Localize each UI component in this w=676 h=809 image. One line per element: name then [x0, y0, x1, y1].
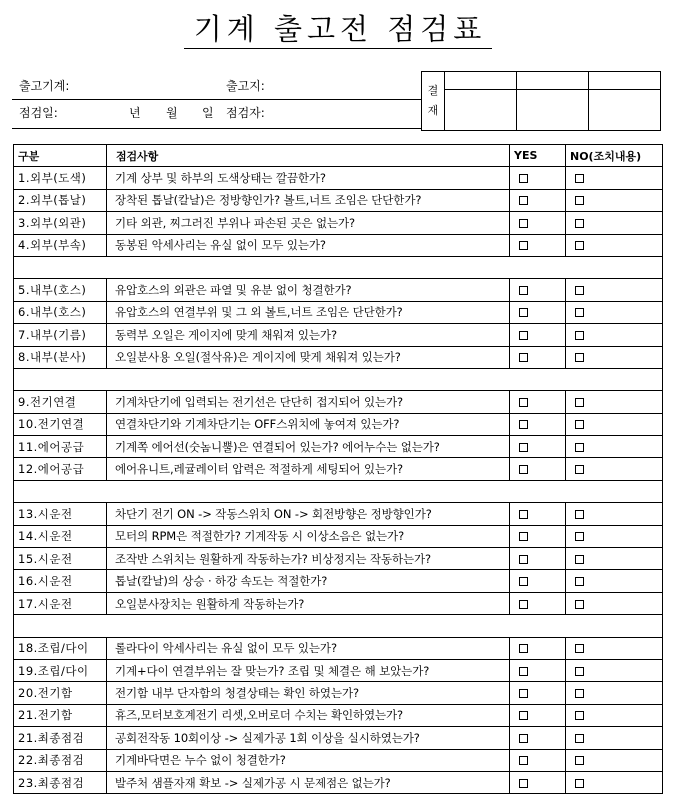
- yes-checkbox[interactable]: [519, 241, 528, 250]
- month-label: 월: [166, 106, 178, 120]
- no-checkbox[interactable]: [575, 667, 584, 676]
- spacer-cell: [14, 368, 107, 390]
- checklist-body: [14, 145, 663, 794]
- col-header-item: 점검사항: [107, 145, 510, 167]
- no-checkbox-cell: [566, 682, 663, 704]
- table-row: [14, 189, 663, 211]
- spacer-cell: [14, 480, 107, 502]
- row-category: 9.전기연결: [14, 391, 107, 413]
- yes-checkbox[interactable]: [519, 286, 528, 295]
- table-row: [14, 548, 663, 570]
- row-category: 15.시운전: [14, 548, 107, 570]
- group-spacer-row: [14, 480, 663, 502]
- col-header-yes: YES: [510, 145, 566, 167]
- row-category: 4.외부(부속): [14, 234, 107, 256]
- no-checkbox-cell: [566, 637, 663, 659]
- yes-checkbox-cell: [510, 301, 566, 323]
- yes-checkbox-cell: [510, 458, 566, 480]
- group-spacer-row: [14, 615, 663, 637]
- yes-checkbox-cell: [510, 167, 566, 189]
- no-checkbox[interactable]: [575, 779, 584, 788]
- row-category: 5.내부(호스): [14, 279, 107, 301]
- yes-checkbox[interactable]: [519, 734, 528, 743]
- yes-checkbox[interactable]: [519, 398, 528, 407]
- no-checkbox[interactable]: [575, 286, 584, 295]
- yes-checkbox-cell: [510, 749, 566, 771]
- table-row: [14, 324, 663, 346]
- row-category: 8.내부(분사): [14, 346, 107, 368]
- table-row: [14, 704, 663, 726]
- row-category: 12.에어공급: [14, 458, 107, 480]
- yes-checkbox[interactable]: [519, 353, 528, 362]
- header-divider: [12, 99, 421, 100]
- row-check-item: 오일분사장치는 원활하게 작동하는가?: [107, 592, 510, 614]
- row-category: 16.시운전: [14, 570, 107, 592]
- spacer-cell: [14, 615, 107, 637]
- yes-checkbox[interactable]: [519, 779, 528, 788]
- yes-checkbox[interactable]: [519, 308, 528, 317]
- row-category: 11.에어공급: [14, 436, 107, 458]
- no-checkbox[interactable]: [575, 577, 584, 586]
- row-category: 7.내부(기름): [14, 324, 107, 346]
- no-checkbox[interactable]: [575, 443, 584, 452]
- approval-cell-3[interactable]: [589, 72, 661, 90]
- no-checkbox-cell: [566, 324, 663, 346]
- no-checkbox[interactable]: [575, 711, 584, 720]
- header-bottom-line: [12, 128, 421, 129]
- no-checkbox[interactable]: [575, 600, 584, 609]
- yes-checkbox[interactable]: [519, 196, 528, 205]
- day-label: 일: [202, 106, 214, 120]
- year-label: 년: [129, 106, 141, 120]
- yes-checkbox-cell: [510, 324, 566, 346]
- spacer-cell: [107, 615, 510, 637]
- yes-checkbox-cell: [510, 503, 566, 525]
- row-category: 14.시운전: [14, 525, 107, 547]
- table-row: [14, 436, 663, 458]
- approval-cell-2[interactable]: [517, 72, 589, 90]
- no-checkbox-cell: [566, 771, 663, 793]
- row-check-item: 동봉된 악세사리는 유실 없이 모두 있는가?: [107, 234, 510, 256]
- yes-checkbox-cell: [510, 592, 566, 614]
- row-check-item: 전기함 내부 단자함의 청결상태는 확인 하였는가?: [107, 682, 510, 704]
- row-check-item: 에어유니트,레귤레이터 압력은 적절하게 세팅되어 있는가?: [107, 458, 510, 480]
- no-checkbox-cell: [566, 189, 663, 211]
- no-checkbox-cell: [566, 749, 663, 771]
- yes-checkbox-cell: [510, 771, 566, 793]
- row-category: 20.전기함: [14, 682, 107, 704]
- row-category: 23.최종점검: [14, 771, 107, 793]
- row-check-item: 오일분사용 오일(절삭유)은 게이지에 맞게 채워져 있는가?: [107, 346, 510, 368]
- table-row: [14, 458, 663, 480]
- row-category: 13.시운전: [14, 503, 107, 525]
- col-header-category: 구분: [14, 145, 107, 167]
- no-checkbox-cell: [566, 413, 663, 435]
- no-checkbox[interactable]: [575, 331, 584, 340]
- row-category: 10.전기연결: [14, 413, 107, 435]
- no-checkbox[interactable]: [575, 420, 584, 429]
- row-category: 17.시운전: [14, 592, 107, 614]
- spacer-cell: [566, 368, 663, 390]
- no-checkbox-cell: [566, 592, 663, 614]
- no-checkbox-cell: [566, 279, 663, 301]
- table-row: [14, 279, 663, 301]
- table-header-row: [14, 145, 663, 167]
- table-row: [14, 525, 663, 547]
- no-checkbox-cell: [566, 212, 663, 234]
- row-check-item: 장착된 톱날(칼날)은 정방향인가? 볼트,너트 조임은 단단한가?: [107, 189, 510, 211]
- yes-checkbox-cell: [510, 391, 566, 413]
- no-checkbox-cell: [566, 503, 663, 525]
- no-checkbox[interactable]: [575, 398, 584, 407]
- table-row: [14, 413, 663, 435]
- yes-checkbox[interactable]: [519, 711, 528, 720]
- no-checkbox-cell: [566, 301, 663, 323]
- no-checkbox-cell: [566, 436, 663, 458]
- no-checkbox-cell: [566, 234, 663, 256]
- yes-checkbox[interactable]: [519, 465, 528, 474]
- no-checkbox[interactable]: [575, 353, 584, 362]
- no-checkbox-cell: [566, 727, 663, 749]
- yes-checkbox-cell: [510, 682, 566, 704]
- row-category: 19.조립/다이: [14, 659, 107, 681]
- approval-box: [421, 71, 661, 131]
- no-checkbox[interactable]: [575, 241, 584, 250]
- no-checkbox[interactable]: [575, 532, 584, 541]
- row-check-item: 유압호스의 외관은 파열 및 유분 없이 청결한가?: [107, 279, 510, 301]
- no-checkbox[interactable]: [575, 689, 584, 698]
- row-category: 18.조립/다이: [14, 637, 107, 659]
- yes-checkbox-cell: [510, 413, 566, 435]
- group-spacer-row: [14, 256, 663, 278]
- no-checkbox[interactable]: [575, 308, 584, 317]
- row-check-item: 기계차단기에 입력되는 전기선은 단단히 접지되어 있는가?: [107, 391, 510, 413]
- inspector-label: 점검자:: [226, 106, 265, 120]
- row-check-item: 차단기 전기 ON -> 작동스위치 ON -> 회전방향은 정방향인가?: [107, 503, 510, 525]
- row-check-item: 기타 외관, 찌그러진 부위나 파손된 곳은 없는가?: [107, 212, 510, 234]
- row-check-item: 유압호스의 연결부위 및 그 외 볼트,너트 조임은 단단한가?: [107, 301, 510, 323]
- table-row: [14, 682, 663, 704]
- no-checkbox[interactable]: [575, 219, 584, 228]
- spacer-cell: [510, 256, 566, 278]
- col-header-no: NO(조치내용): [566, 145, 663, 167]
- row-category: 6.내부(호스): [14, 301, 107, 323]
- yes-checkbox-cell: [510, 234, 566, 256]
- yes-checkbox-cell: [510, 727, 566, 749]
- table-row: [14, 234, 663, 256]
- no-checkbox[interactable]: [575, 756, 584, 765]
- yes-checkbox-cell: [510, 525, 566, 547]
- title-text: 기계 출고전 점검표: [184, 12, 493, 49]
- yes-checkbox[interactable]: [519, 756, 528, 765]
- row-category: 22.최종점검: [14, 749, 107, 771]
- table-row: [14, 771, 663, 793]
- table-row: [14, 503, 663, 525]
- approval-sign-2[interactable]: [517, 90, 589, 131]
- table-row: [14, 301, 663, 323]
- row-check-item: 기계쪽 에어선(숫놈니뿔)은 연결되어 있는가? 에어누수는 없는가?: [107, 436, 510, 458]
- row-category: 21.전기함: [14, 704, 107, 726]
- table-row: [14, 592, 663, 614]
- row-check-item: 공회전작동 10회이상 -> 실제가공 1회 이상을 실시하였는가?: [107, 727, 510, 749]
- spacer-cell: [566, 615, 663, 637]
- yes-checkbox[interactable]: [519, 577, 528, 586]
- row-check-item: 휴즈,모터보호계전기 리셋,오버로더 수치는 확인하였는가?: [107, 704, 510, 726]
- row-check-item: 기계+다이 연결부위는 잘 맞는가? 조립 및 체결은 해 보았는가?: [107, 659, 510, 681]
- approval-label: [422, 72, 445, 131]
- spacer-cell: [107, 480, 510, 502]
- row-category: 1.외부(도색): [14, 167, 107, 189]
- row-check-item: 기계 상부 및 하부의 도색상태는 깔끔한가?: [107, 167, 510, 189]
- row-check-item: 연결차단기와 기계차단기는 OFF스위치에 놓여져 있는가?: [107, 413, 510, 435]
- spacer-cell: [510, 615, 566, 637]
- no-checkbox[interactable]: [575, 510, 584, 519]
- yes-checkbox-cell: [510, 436, 566, 458]
- yes-checkbox[interactable]: [519, 219, 528, 228]
- row-check-item: 롤라다이 악세사리는 유실 없이 모두 있는가?: [107, 637, 510, 659]
- no-checkbox-cell: [566, 167, 663, 189]
- spacer-cell: [14, 256, 107, 278]
- spacer-cell: [510, 368, 566, 390]
- spacer-cell: [107, 256, 510, 278]
- spacer-cell: [566, 256, 663, 278]
- no-checkbox-cell: [566, 570, 663, 592]
- no-checkbox[interactable]: [575, 174, 584, 183]
- table-row: [14, 570, 663, 592]
- row-category: 21.최종점검: [14, 727, 107, 749]
- row-category: 2.외부(톱날): [14, 189, 107, 211]
- no-checkbox[interactable]: [575, 734, 584, 743]
- row-check-item: 모터의 RPM은 적절한가? 기계작동 시 이상소음은 없는가?: [107, 525, 510, 547]
- no-checkbox[interactable]: [575, 644, 584, 653]
- no-checkbox-cell: [566, 391, 663, 413]
- yes-checkbox-cell: [510, 279, 566, 301]
- yes-checkbox[interactable]: [519, 174, 528, 183]
- no-checkbox[interactable]: [575, 555, 584, 564]
- yes-checkbox-cell: [510, 704, 566, 726]
- yes-checkbox[interactable]: [519, 689, 528, 698]
- row-check-item: 기계바닥면은 누수 없이 청결한가?: [107, 749, 510, 771]
- yes-checkbox-cell: [510, 189, 566, 211]
- no-checkbox-cell: [566, 346, 663, 368]
- row-check-item: 조작반 스위치는 원활하게 작동하는가? 비상정지는 작동하는가?: [107, 548, 510, 570]
- spacer-cell: [510, 480, 566, 502]
- yes-checkbox-cell: [510, 570, 566, 592]
- no-checkbox-cell: [566, 525, 663, 547]
- approval-cell-1[interactable]: [445, 72, 517, 90]
- yes-checkbox[interactable]: [519, 331, 528, 340]
- checklist-table: [13, 144, 663, 794]
- approval-sign-1[interactable]: [445, 90, 517, 131]
- yes-checkbox[interactable]: [519, 532, 528, 541]
- yes-checkbox[interactable]: [519, 443, 528, 452]
- yes-checkbox-cell: [510, 637, 566, 659]
- yes-checkbox-cell: [510, 212, 566, 234]
- yes-checkbox-cell: [510, 346, 566, 368]
- yes-checkbox[interactable]: [519, 420, 528, 429]
- no-checkbox-cell: [566, 548, 663, 570]
- yes-checkbox[interactable]: [519, 555, 528, 564]
- table-row: [14, 346, 663, 368]
- yes-checkbox[interactable]: [519, 667, 528, 676]
- machine-label: 출고기계:: [19, 79, 70, 93]
- table-row: [14, 167, 663, 189]
- date-label: 점검일:: [19, 106, 58, 120]
- table-row: [14, 637, 663, 659]
- no-checkbox[interactable]: [575, 196, 584, 205]
- yes-checkbox[interactable]: [519, 600, 528, 609]
- approval-label-1: 결: [427, 84, 439, 97]
- no-checkbox-cell: [566, 704, 663, 726]
- spacer-cell: [566, 480, 663, 502]
- row-check-item: 톱날(칼날)의 상승 · 하강 속도는 적절한가?: [107, 570, 510, 592]
- row-category: 3.외부(외관): [14, 212, 107, 234]
- row-check-item: 동력부 오일은 게이지에 맞게 채워져 있는가?: [107, 324, 510, 346]
- table-row: [14, 749, 663, 771]
- row-check-item: 발주처 샘플자재 확보 -> 실제가공 시 문제점은 없는가?: [107, 771, 510, 793]
- table-row: [14, 727, 663, 749]
- page-title: [0, 12, 676, 49]
- yes-checkbox[interactable]: [519, 644, 528, 653]
- table-row: [14, 212, 663, 234]
- group-spacer-row: [14, 368, 663, 390]
- no-checkbox-cell: [566, 659, 663, 681]
- destination-label: 출고지:: [226, 79, 265, 93]
- yes-checkbox-cell: [510, 548, 566, 570]
- yes-checkbox[interactable]: [519, 510, 528, 519]
- table-row: [14, 659, 663, 681]
- approval-label-2: 재: [427, 104, 439, 117]
- yes-checkbox-cell: [510, 659, 566, 681]
- table-row: [14, 391, 663, 413]
- spacer-cell: [107, 368, 510, 390]
- approval-sign-3[interactable]: [589, 90, 661, 131]
- no-checkbox-cell: [566, 458, 663, 480]
- no-checkbox[interactable]: [575, 465, 584, 474]
